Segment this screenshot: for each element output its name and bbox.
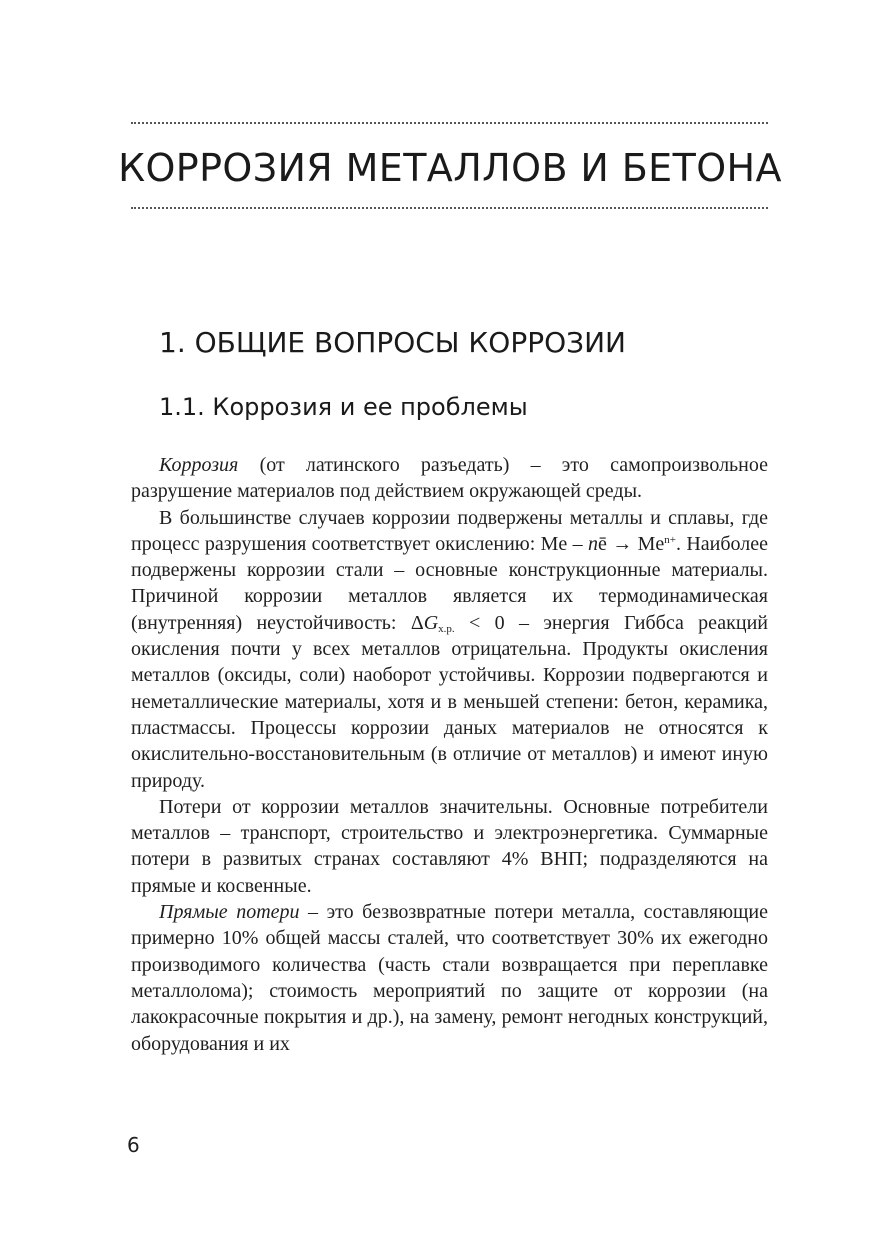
paragraph-1	[131, 452, 768, 505]
formula-g: G	[423, 611, 439, 634]
paragraph-1-text: (от латинского разъедать) – это самопроизвольное разрушение материалов под действием окружающей среды.	[131, 454, 768, 503]
paragraph-4-text: – это безвозвратные потери металла, составляющие примерно 10% общей массы сталей, что соответствует 30% их ежегодно производимого количества (часть стали возвращается при переплавке металлолома); стоимость мероприятий по защите от коррозии (на лакокрасочные покрытия и др.), на замену, ремонт негодных конструкций, оборудования и их	[131, 901, 769, 1055]
paragraph-3-text: Потери от коррозии металлов значительны. Основные потребители металлов – транспорт, строительство и электроэнергетика. Суммарные потери в развитых странах составляют 4% ВНП; подразделяются на прямые и косвенные.	[131, 795, 768, 897]
paragraph-2-text-a: В большинстве случаев коррозии подвержены металлы и сплавы, где процесс разрушения соответствует окислению: Me –	[131, 506, 768, 555]
paragraph-4	[131, 899, 768, 1057]
term-direct-losses: Прямые потери	[159, 901, 300, 924]
paragraph-3	[131, 794, 768, 899]
formula-electron: ē	[598, 532, 607, 555]
formula-n: n	[588, 532, 599, 555]
formula-charge: n+	[664, 533, 676, 546]
formula-delta: Δ	[410, 611, 424, 634]
chapter-title: КОРРОЗИЯ МЕТАЛЛОВ И БЕТОНА	[118, 146, 782, 190]
term-corrosion: Коррозия	[159, 454, 239, 476]
body-text	[131, 452, 768, 1057]
paragraph-2-text-b: . Наиболее подвержены коррозии стали – основные конструкционные материалы. Причиной коррозии металлов является их термодинамическая (внутренняя) неустойчивость:	[131, 532, 769, 634]
top-dotted-rule	[131, 122, 768, 124]
page-number: 6	[127, 1133, 140, 1157]
paragraph-2-text-c: < 0 – энергия Гиббса реакций окисления почти у всех металлов отрицательна. Продукты окисления металлов (оксиды, соли) наоборот устойчивы. Коррозии подвергаются и неметаллические материалы, хотя и в меньшей степени: бетон, керамика, пластмассы. Процессы коррозии даных материалов не относятся к окислительно-восстановительным (в отличие от металлов) и имеют иную природу.	[131, 611, 768, 792]
bottom-dotted-rule	[131, 207, 768, 209]
formula-arrow: → Me	[606, 532, 665, 555]
section-title: 1. ОБЩИЕ ВОПРОСЫ КОРРОЗИИ	[159, 326, 626, 359]
subsection-title: 1.1. Коррозия и ее проблемы	[159, 393, 528, 421]
paragraph-2	[131, 505, 768, 794]
formula-g-subscript: х.р.	[438, 622, 455, 635]
